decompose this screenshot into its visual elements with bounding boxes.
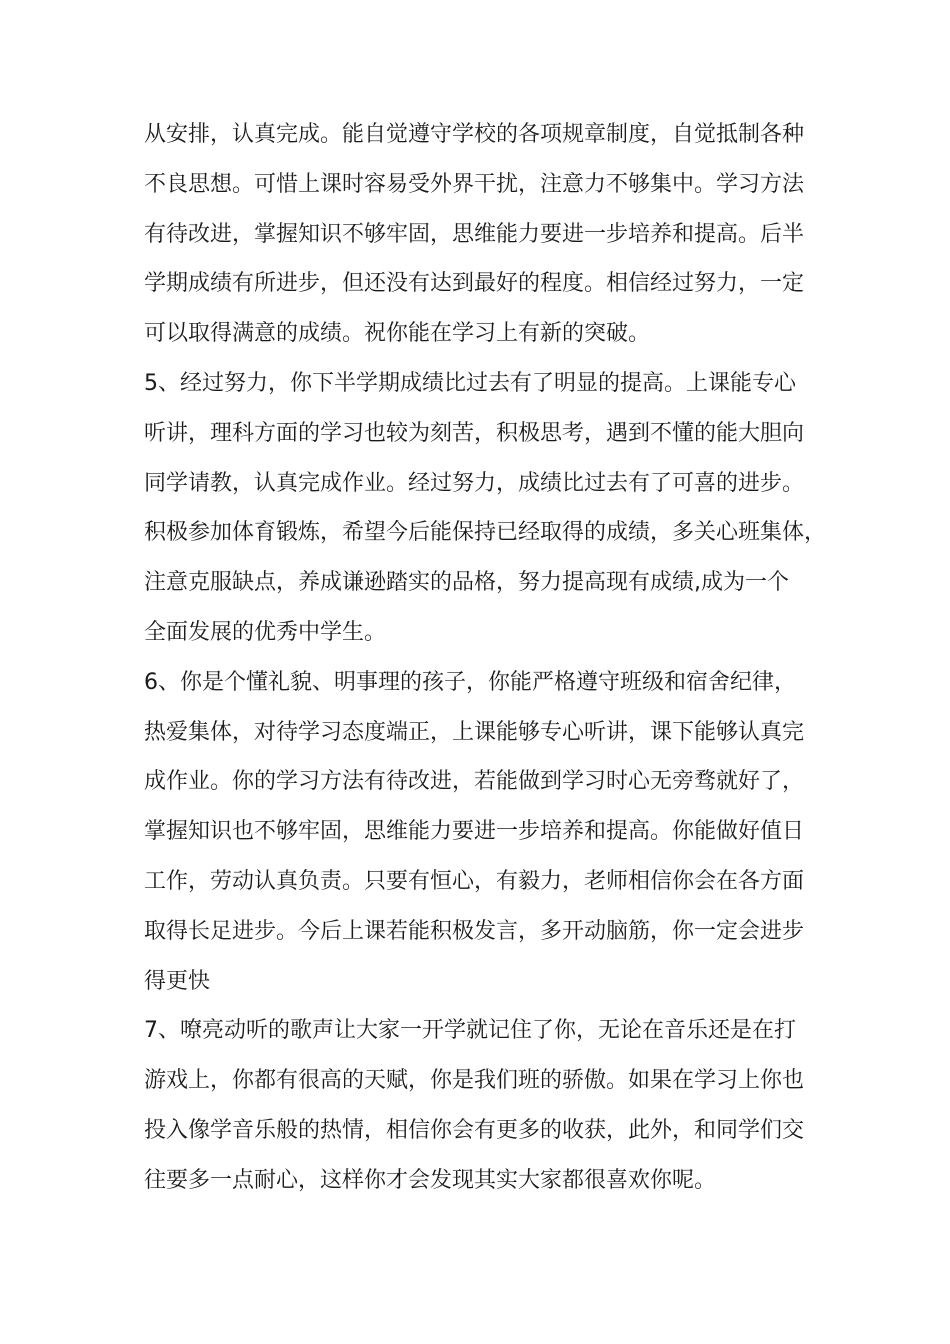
text-line: 积极参加体育锻炼，希望今后能保持已经取得的成绩，多关心班集体， <box>144 520 827 546</box>
text-line: 7、嘹亮动听的歌声让大家一开学就记住了你，无论在音乐还是在打 <box>144 1018 796 1044</box>
text-line: 不良思想。可惜上课时容易受外界干扰，注意力不够集中。学习方法 <box>144 171 805 197</box>
text-line: 听讲，理科方面的学习也较为刻苦，积极思考，遇到不懂的能大胆向 <box>144 420 805 446</box>
text-line: 学期成绩有所进步，但还没有达到最好的程度。相信经过努力，一定 <box>144 271 805 297</box>
text-line: 可以取得满意的成绩。祝你能在学习上有新的突破。 <box>144 321 651 347</box>
text-line: 6、你是个懂礼貌、明事理的孩子，你能严格遵守班级和宿舍纪律， <box>144 669 796 695</box>
text-line: 往要多一点耐心，这样你才会发现其实大家都很喜欢你呢。 <box>144 1167 717 1193</box>
text-line: 同学请教，认真完成作业。经过努力，成绩比过去有了可喜的进步。 <box>144 470 805 496</box>
text-line: 投入像学音乐般的热情，相信你会有更多的收获，此外，和同学们交 <box>144 1117 805 1143</box>
text-line: 游戏上，你都有很高的天赋，你是我们班的骄傲。如果在学习上你也 <box>144 1068 805 1094</box>
text-line: 掌握知识也不够牢固，思维能力要进一步培养和提高。你能做好值日 <box>144 819 805 845</box>
text-line: 从安排，认真完成。能自觉遵守学校的各项规章制度，自觉抵制各种 <box>144 122 805 147</box>
text-line: 得更快 <box>144 968 211 994</box>
text-line: 有待改进，掌握知识不够牢固，思维能力要进一步培养和提高。后半 <box>144 221 805 247</box>
text-line: 热爱集体，对待学习态度端正，上课能够专心听讲，课下能够认真完 <box>144 719 805 745</box>
text-line: 成作业。你的学习方法有待改进，若能做到学习时心无旁骛就好了， <box>144 769 805 795</box>
text-line: 工作，劳动认真负责。只要有恒心，有毅力，老师相信你会在各方面 <box>144 868 805 894</box>
document-body <box>144 110 827 1206</box>
text-line: 取得长足进步。今后上课若能积极发言，多开动脑筋，你一定会进步 <box>144 918 805 944</box>
text-line: 注意克服缺点，养成谦逊踏实的品格，努力提高现有成绩,成为一个 <box>144 570 789 596</box>
text-line: 全面发展的优秀中学生。 <box>144 619 387 645</box>
text-line: 5、经过努力，你下半学期成绩比过去有了明显的提高。上课能专心 <box>144 370 796 396</box>
